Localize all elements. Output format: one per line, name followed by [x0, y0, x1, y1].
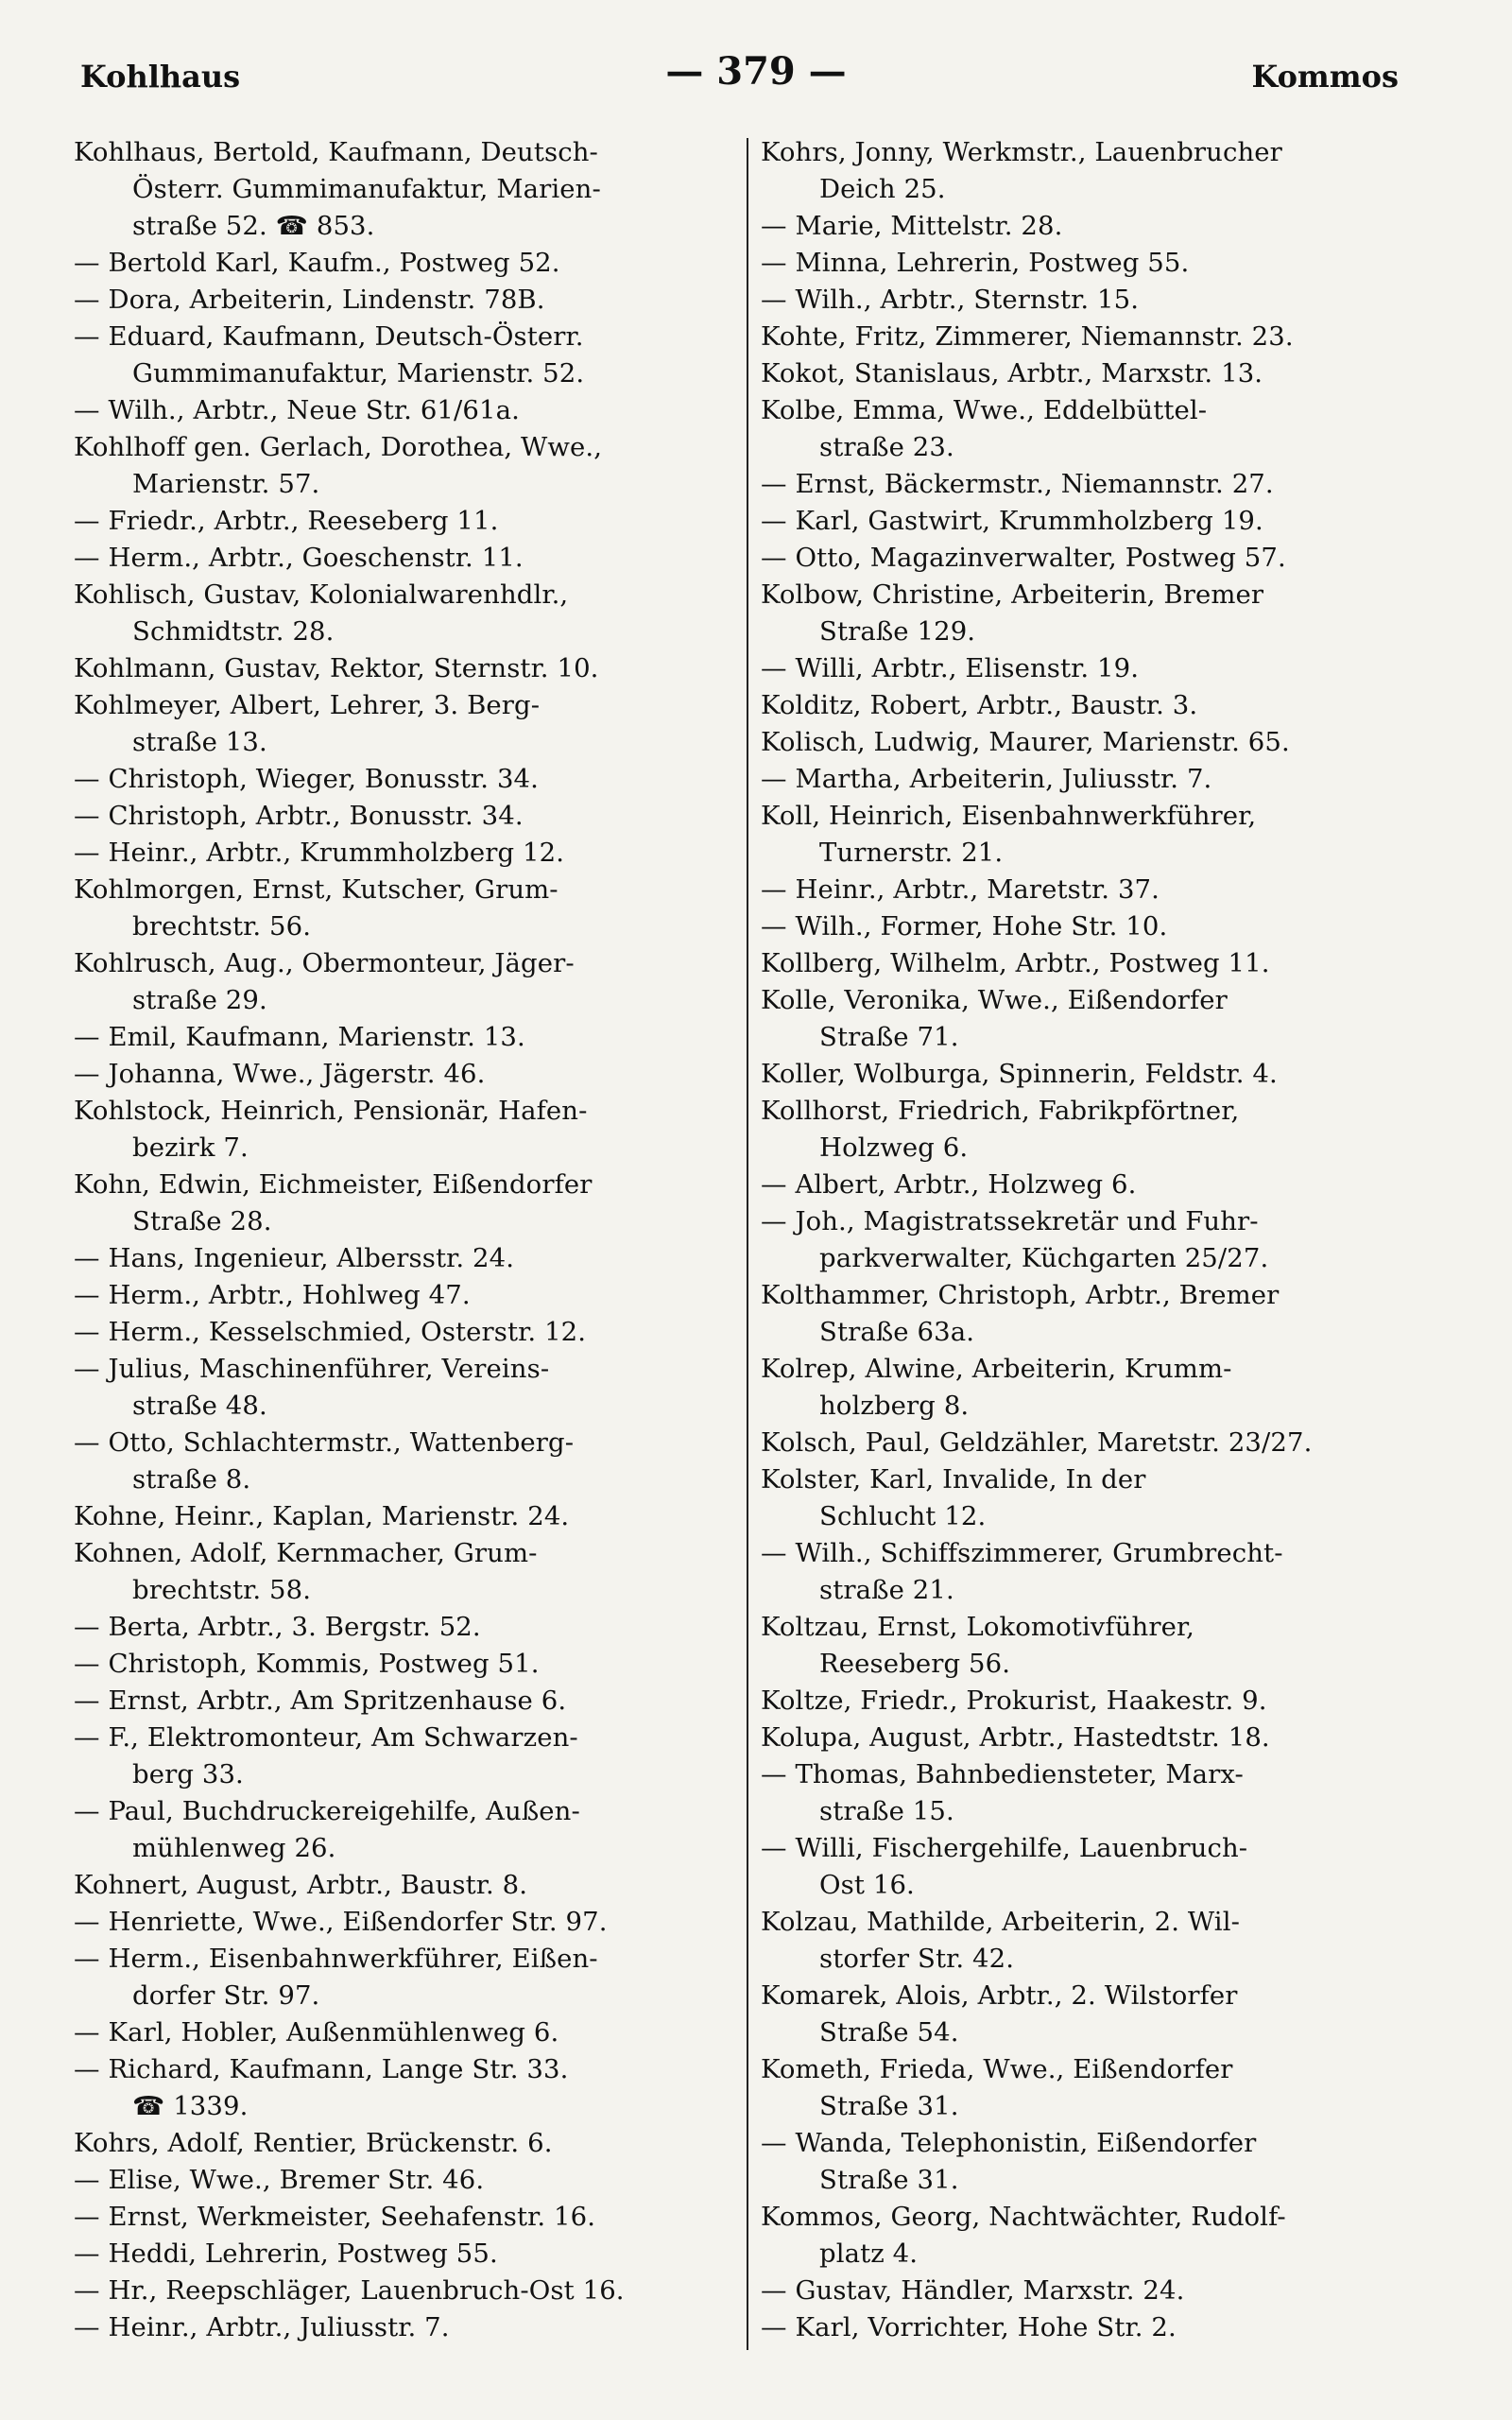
entry-line: — Herm., Eisenbahnwerkführer, Eißen- — [74, 1944, 598, 1974]
header-last-name: Kommos — [1251, 59, 1399, 95]
directory-entry — [761, 466, 1418, 503]
page-number: — 379 — — [665, 49, 847, 94]
directory-entry — [74, 1093, 745, 1167]
entry-line: Kolbe, Emma, Wwe., Eddelbüttel- — [761, 395, 1208, 425]
directory-entry — [74, 945, 745, 1019]
entry-line: Kolditz, Robert, Arbtr., Baustr. 3. — [761, 690, 1198, 720]
column-divider — [747, 138, 748, 2350]
directory-entry — [761, 392, 1418, 466]
entry-line: — Wilh., Former, Hohe Str. 10. — [761, 911, 1168, 942]
entry-line: Kohlhoff gen. Gerlach, Dorothea, Wwe., — [74, 432, 603, 462]
entry-line: — Martha, Arbeiterin, Juliusstr. 7. — [761, 764, 1212, 794]
directory-entry — [74, 1277, 745, 1314]
directory-entry — [74, 1720, 745, 1793]
entry-line: — Albert, Arbtr., Holzweg 6. — [761, 1169, 1137, 1200]
entry-line: — Karl, Hobler, Außenmühlenweg 6. — [74, 2017, 559, 2048]
entry-line: Kohlrusch, Aug., Obermonteur, Jäger- — [74, 948, 575, 978]
entry-line: — Friedr., Arbtr., Reeseberg 11. — [74, 506, 499, 536]
directory-entry — [761, 982, 1418, 1056]
entry-line: Kohlisch, Gustav, Kolonialwarenhdlr., — [74, 579, 569, 610]
entry-continuation-line: Straße 129. — [819, 616, 976, 647]
directory-entry — [74, 392, 745, 429]
directory-entry — [761, 908, 1418, 945]
entry-line: — Marie, Mittelstr. 28. — [761, 211, 1063, 241]
entry-line: Kohlmeyer, Albert, Lehrer, 3. Berg- — [74, 690, 541, 720]
entry-continuation-line: Reeseberg 56. — [819, 1649, 1011, 1679]
directory-entry — [761, 2125, 1418, 2199]
entry-line: — Heinr., Arbtr., Krummholzberg 12. — [74, 838, 565, 868]
entry-line: — Bertold Karl, Kaufm., Postweg 52. — [74, 248, 560, 278]
directory-entry — [74, 319, 745, 392]
entry-continuation-line: Straße 28. — [132, 1206, 272, 1236]
entry-continuation-line: straße 21. — [819, 1575, 954, 1605]
directory-entry — [74, 1867, 745, 1904]
entry-line: — Christoph, Kommis, Postweg 51. — [74, 1649, 540, 1679]
directory-entry — [761, 208, 1418, 245]
entry-continuation-line: straße 15. — [819, 1796, 954, 1826]
entry-line: Kohlmorgen, Ernst, Kutscher, Grum- — [74, 874, 558, 905]
directory-entry — [74, 761, 745, 798]
entry-line: — F., Elektromonteur, Am Schwarzen- — [74, 1722, 578, 1753]
directory-entry — [761, 1461, 1418, 1535]
entry-line: Kohte, Fritz, Zimmerer, Niemannstr. 23. — [761, 321, 1294, 352]
directory-entry — [761, 1093, 1418, 1167]
directory-entry — [74, 134, 745, 245]
entry-line: Koltzau, Ernst, Lokomotivführer, — [761, 1612, 1195, 1642]
directory-entry — [74, 1167, 745, 1240]
directory-entry — [74, 687, 745, 761]
entry-line: — Julius, Maschinenführer, Vereins- — [74, 1354, 550, 1384]
entry-continuation-line: holzberg 8. — [819, 1391, 970, 1421]
directory-entry — [74, 540, 745, 577]
entry-line: — Ernst, Werkmeister, Seehafenstr. 16. — [74, 2202, 596, 2232]
directory-entry — [74, 2162, 745, 2199]
directory-entry — [761, 687, 1418, 724]
entry-line: — Ernst, Arbtr., Am Spritzenhause 6. — [74, 1685, 567, 1716]
directory-entry — [74, 245, 745, 282]
entry-line: — Christoph, Wieger, Bonusstr. 34. — [74, 764, 539, 794]
directory-entry — [761, 650, 1418, 687]
directory-entry — [761, 2051, 1418, 2125]
entry-line: — Heinr., Arbtr., Maretstr. 37. — [761, 874, 1160, 905]
directory-entry — [74, 1941, 745, 2014]
entry-line: — Willi, Fischergehilfe, Lauenbruch- — [761, 1833, 1248, 1863]
entry-line: Kohnert, August, Arbtr., Baustr. 8. — [74, 1870, 528, 1900]
entry-line: — Ernst, Bäckermstr., Niemannstr. 27. — [761, 469, 1274, 499]
entry-line: — Dora, Arbeiterin, Lindenstr. 78B. — [74, 285, 545, 315]
directory-entry — [761, 2199, 1418, 2273]
entry-line: — Herm., Arbtr., Goeschenstr. 11. — [74, 543, 524, 573]
directory-entry — [761, 872, 1418, 908]
entry-line: Kolbow, Christine, Arbeiterin, Bremer — [761, 579, 1264, 610]
entry-line: Kohnen, Adolf, Kernmacher, Grum- — [74, 1538, 538, 1568]
directory-entry — [761, 945, 1418, 982]
entry-line: Kohrs, Jonny, Werkmstr., Lauenbrucher — [761, 137, 1282, 167]
entry-continuation-line: Straße 31. — [819, 2091, 959, 2121]
entry-continuation-line: straße 8. — [132, 1464, 251, 1495]
entry-continuation-line: Schmidtstr. 28. — [132, 616, 335, 647]
entry-line: Kolzau, Mathilde, Arbeiterin, 2. Wil- — [761, 1907, 1240, 1937]
entry-line: Kolupa, August, Arbtr., Hastedtstr. 18. — [761, 1722, 1270, 1753]
entry-line: Komarek, Alois, Arbtr., 2. Wilstorfer — [761, 1980, 1238, 2011]
directory-entry — [761, 761, 1418, 798]
entry-line: — Gustav, Händler, Marxstr. 24. — [761, 2275, 1185, 2306]
entry-line: — Richard, Kaufmann, Lange Str. 33. — [74, 2054, 569, 2084]
entry-continuation-line: bezirk 7. — [132, 1132, 249, 1163]
entry-line: — Herm., Arbtr., Hohlweg 47. — [74, 1280, 471, 1310]
directory-entry — [74, 1056, 745, 1093]
directory-entry — [761, 503, 1418, 540]
entry-line: Kolisch, Ludwig, Maurer, Marienstr. 65. — [761, 727, 1290, 757]
entry-line: — Minna, Lehrerin, Postweg 55. — [761, 248, 1190, 278]
entry-line: — Berta, Arbtr., 3. Bergstr. 52. — [74, 1612, 481, 1642]
directory-entry — [761, 1756, 1418, 1830]
entry-line: — Karl, Gastwirt, Krummholzberg 19. — [761, 506, 1263, 536]
directory-entry — [74, 1425, 745, 1498]
directory-entry — [761, 134, 1418, 208]
entry-continuation-line: parkverwalter, Küchgarten 25/27. — [819, 1243, 1269, 1273]
directory-entry — [761, 1978, 1418, 2051]
entry-line: Kohne, Heinr., Kaplan, Marienstr. 24. — [74, 1501, 570, 1531]
entry-line: Kohlhaus, Bertold, Kaufmann, Deutsch- — [74, 137, 598, 167]
directory-entry — [761, 1425, 1418, 1461]
directory-entry — [761, 2273, 1418, 2309]
entry-line: — Karl, Vorrichter, Hohe Str. 2. — [761, 2312, 1177, 2342]
directory-entry — [74, 282, 745, 319]
entry-continuation-line: brechtstr. 56. — [132, 911, 312, 942]
entry-line: — Otto, Schlachtermstr., Wattenberg- — [74, 1427, 575, 1458]
directory-entry — [74, 1609, 745, 1646]
entry-line: Koll, Heinrich, Eisenbahnwerkführer, — [761, 801, 1257, 831]
directory-entry — [74, 503, 745, 540]
entry-line: Kokot, Stanislaus, Arbtr., Marxstr. 13. — [761, 358, 1263, 389]
entry-continuation-line: platz 4. — [819, 2238, 919, 2269]
right-column — [761, 134, 1418, 2346]
directory-entry — [761, 245, 1418, 282]
directory-entry — [761, 577, 1418, 650]
entry-line: Kolle, Veronika, Wwe., Eißendorfer — [761, 985, 1228, 1015]
entry-continuation-line: straße 29. — [132, 985, 267, 1015]
entry-continuation-line: Straße 71. — [819, 1022, 959, 1052]
directory-entry — [74, 1351, 745, 1425]
entry-line: Koltze, Friedr., Prokurist, Haakestr. 9. — [761, 1685, 1267, 1716]
directory-entry — [74, 1793, 745, 1867]
entry-line: Koller, Wolburga, Spinnerin, Feldstr. 4. — [761, 1059, 1278, 1089]
page-header — [0, 49, 1512, 96]
entry-line: Kometh, Frieda, Wwe., Eißendorfer — [761, 2054, 1233, 2084]
entry-continuation-line: ☎ 1339. — [132, 2091, 249, 2121]
entry-continuation-line: berg 33. — [132, 1759, 244, 1789]
entry-line: Kolrep, Alwine, Arbeiterin, Krumm- — [761, 1354, 1232, 1384]
entry-line: — Hr., Reepschläger, Lauenbruch-Ost 16. — [74, 2275, 625, 2306]
entry-line: — Christoph, Arbtr., Bonusstr. 34. — [74, 801, 524, 831]
entry-continuation-line: straße 52. ☎ 853. — [132, 211, 375, 241]
directory-entry — [74, 2199, 745, 2236]
entry-continuation-line: Gummimanufaktur, Marienstr. 52. — [132, 358, 585, 389]
directory-entry — [761, 1609, 1418, 1683]
directory-entry — [761, 1203, 1418, 1277]
entry-line: Kohn, Edwin, Eichmeister, Eißendorfer — [74, 1169, 593, 1200]
entry-line: Kohrs, Adolf, Rentier, Brückenstr. 6. — [74, 2128, 553, 2158]
directory-entry — [74, 2236, 745, 2273]
entry-line: Kommos, Georg, Nachtwächter, Rudolf- — [761, 2202, 1286, 2232]
directory-entry — [761, 355, 1418, 392]
entry-line: — Wanda, Telephonistin, Eißendorfer — [761, 2128, 1257, 2158]
directory-entry — [761, 1167, 1418, 1203]
directory-entry — [74, 872, 745, 945]
directory-entry — [74, 2309, 745, 2346]
directory-entry — [74, 1240, 745, 1277]
entry-line: — Eduard, Kaufmann, Deutsch-Österr. — [74, 321, 584, 352]
directory-entry — [74, 429, 745, 503]
entry-continuation-line: Turnerstr. 21. — [819, 838, 1004, 868]
entry-line: — Joh., Magistratssekretär und Fuhr- — [761, 1206, 1259, 1236]
entry-continuation-line: Holzweg 6. — [819, 1132, 969, 1163]
directory-entry — [74, 798, 745, 835]
directory-entry — [74, 577, 745, 650]
directory-entry — [74, 1498, 745, 1535]
directory-entry — [74, 1904, 745, 1941]
directory-entry — [761, 282, 1418, 319]
entry-line: Kohlmann, Gustav, Rektor, Sternstr. 10. — [74, 653, 599, 683]
directory-entry — [74, 1646, 745, 1683]
directory-entry — [74, 2125, 745, 2162]
directory-entry — [74, 1314, 745, 1351]
entry-continuation-line: straße 23. — [819, 432, 954, 462]
entry-continuation-line: Schlucht 12. — [819, 1501, 987, 1531]
entry-line: — Emil, Kaufmann, Marienstr. 13. — [74, 1022, 525, 1052]
directory-entry — [761, 798, 1418, 872]
entry-continuation-line: dorfer Str. 97. — [132, 1980, 320, 2011]
entry-line: Kolthammer, Christoph, Arbtr., Bremer — [761, 1280, 1280, 1310]
entry-continuation-line: Straße 31. — [819, 2165, 959, 2195]
entry-line: — Paul, Buchdruckereigehilfe, Außen- — [74, 1796, 580, 1826]
entry-line: — Wilh., Arbtr., Neue Str. 61/61a. — [74, 395, 520, 425]
entry-line: — Henriette, Wwe., Eißendorfer Str. 97. — [74, 1907, 608, 1937]
entry-continuation-line: straße 13. — [132, 727, 267, 757]
entry-continuation-line: storfer Str. 42. — [819, 1944, 1015, 1974]
directory-entry — [761, 319, 1418, 355]
entry-line: — Johanna, Wwe., Jägerstr. 46. — [74, 1059, 486, 1089]
directory-entry — [761, 1056, 1418, 1093]
entry-line: — Heinr., Arbtr., Juliusstr. 7. — [74, 2312, 450, 2342]
entry-line: — Thomas, Bahnbediensteter, Marx- — [761, 1759, 1244, 1789]
directory-entry — [761, 2309, 1418, 2346]
entry-continuation-line: Straße 54. — [819, 2017, 959, 2048]
entry-line: — Heddi, Lehrerin, Postweg 55. — [74, 2238, 498, 2269]
directory-entry — [74, 2014, 745, 2051]
directory-entry — [761, 1351, 1418, 1425]
entry-line: — Hans, Ingenieur, Albersstr. 24. — [74, 1243, 515, 1273]
entry-continuation-line: Straße 63a. — [819, 1317, 975, 1347]
entry-continuation-line: Marienstr. 57. — [132, 469, 320, 499]
directory-entry — [761, 724, 1418, 761]
directory-entry — [74, 835, 745, 872]
entry-line: — Otto, Magazinverwalter, Postweg 57. — [761, 543, 1286, 573]
entry-continuation-line: Deich 25. — [819, 174, 946, 204]
directory-entry — [74, 1535, 745, 1609]
entry-line: Kolster, Karl, Invalide, In der — [761, 1464, 1146, 1495]
directory-entry — [761, 1830, 1418, 1904]
header-first-name: Kohlhaus — [80, 59, 241, 95]
entry-continuation-line: brechtstr. 58. — [132, 1575, 312, 1605]
directory-entry — [74, 2273, 745, 2309]
directory-entry — [74, 650, 745, 687]
entry-line: Kolsch, Paul, Geldzähler, Maretstr. 23/27. — [761, 1427, 1313, 1458]
entry-line: Kollberg, Wilhelm, Arbtr., Postweg 11. — [761, 948, 1270, 978]
directory-entry — [761, 1904, 1418, 1978]
directory-entry — [74, 1683, 745, 1720]
left-column — [74, 134, 745, 2346]
directory-entry — [761, 1535, 1418, 1609]
entry-line: — Elise, Wwe., Bremer Str. 46. — [74, 2165, 485, 2195]
entry-continuation-line: Österr. Gummimanufaktur, Marien- — [132, 174, 601, 204]
entry-continuation-line: Ost 16. — [819, 1870, 915, 1900]
directory-entry — [74, 1019, 745, 1056]
entry-line: — Herm., Kesselschmied, Osterstr. 12. — [74, 1317, 587, 1347]
directory-entry — [761, 1277, 1418, 1351]
entry-continuation-line: straße 48. — [132, 1391, 267, 1421]
directory-entry — [761, 1683, 1418, 1720]
directory-entry — [761, 1720, 1418, 1756]
entry-line: — Wilh., Schiffszimmerer, Grumbrecht- — [761, 1538, 1283, 1568]
entry-line: — Willi, Arbtr., Elisenstr. 19. — [761, 653, 1140, 683]
directory-entry — [74, 2051, 745, 2125]
entry-line: Kollhorst, Friedrich, Fabrikpförtner, — [761, 1096, 1240, 1126]
entry-line: — Wilh., Arbtr., Sternstr. 15. — [761, 285, 1140, 315]
entry-continuation-line: mühlenweg 26. — [132, 1833, 336, 1863]
entry-line: Kohlstock, Heinrich, Pensionär, Hafen- — [74, 1096, 588, 1126]
directory-entry — [761, 540, 1418, 577]
